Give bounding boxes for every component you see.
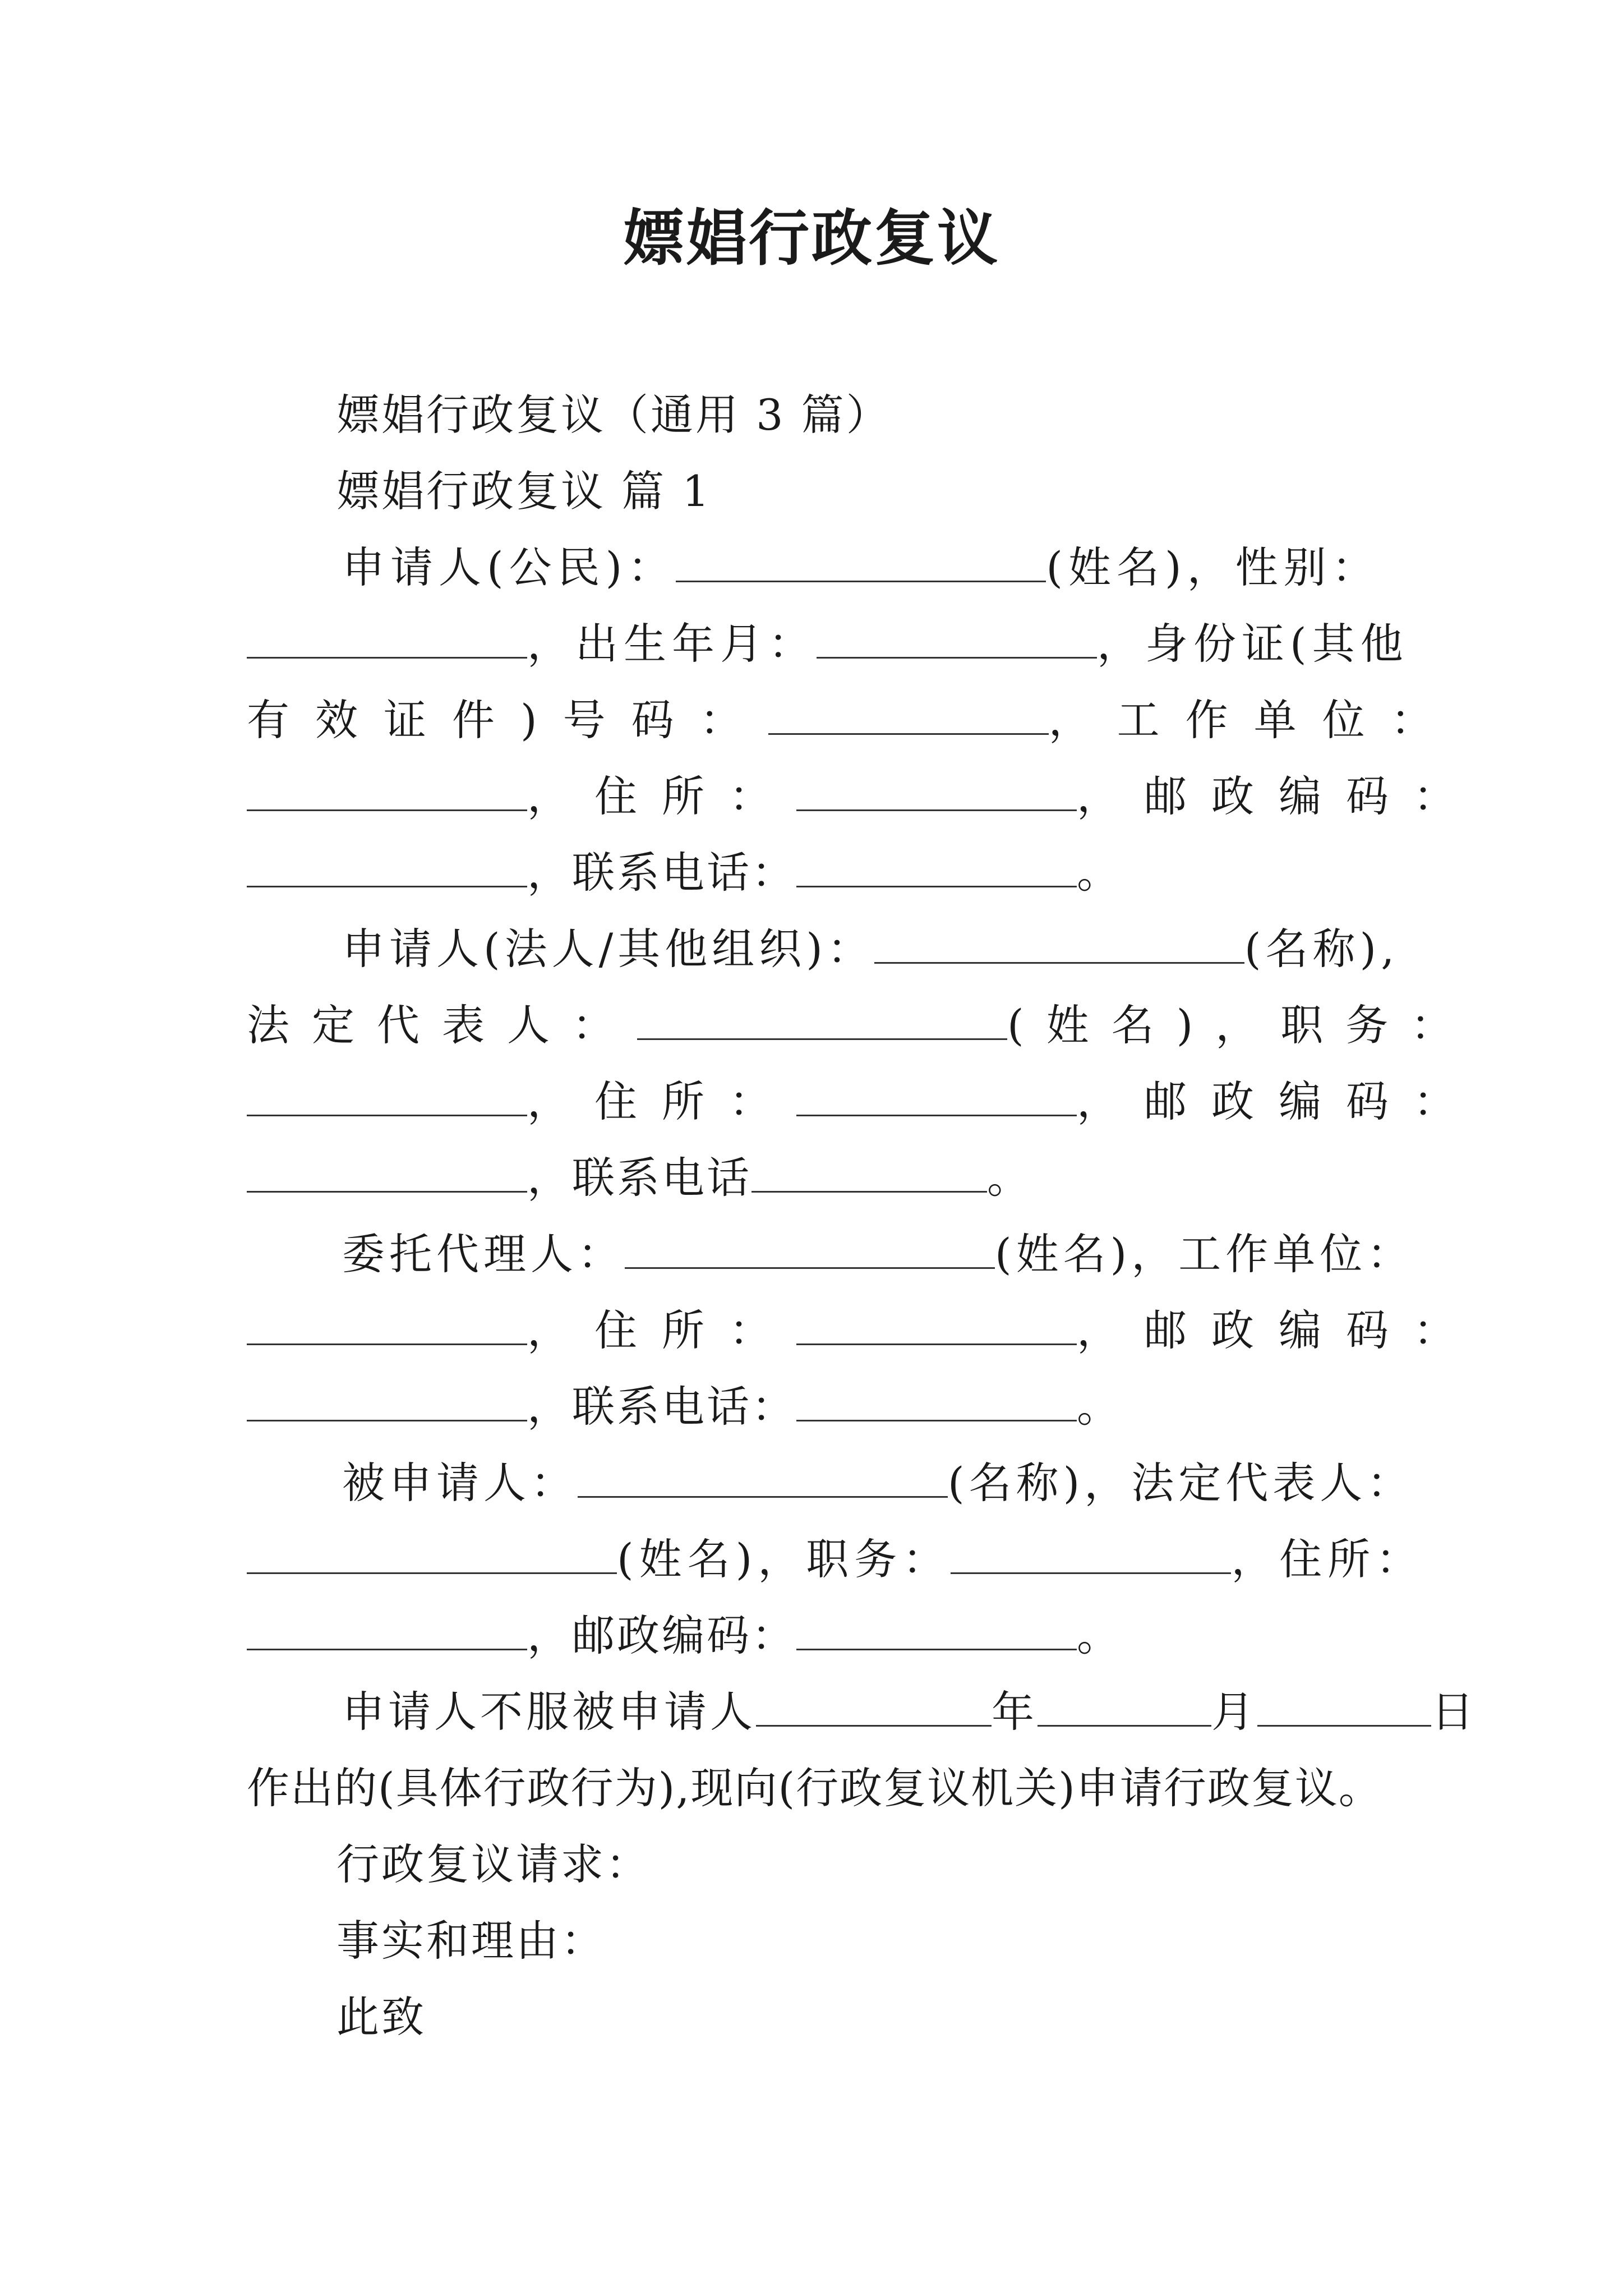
respondent-line-1: 被申请人： (名称)，法定代表人：	[342, 1458, 1414, 1508]
phone-blank[interactable]	[796, 846, 1077, 887]
name-blank[interactable]	[676, 541, 1046, 582]
work-unit-blank[interactable]	[247, 770, 527, 811]
applicant-citizen-line-2: ，出生年月： ，身份证(其他	[247, 616, 1409, 672]
applicant-org-line-4: ，联系电话 。	[247, 1150, 1032, 1206]
day-blank[interactable]	[1257, 1686, 1431, 1727]
document-title: 嫖娼行政复议	[623, 203, 1000, 274]
closing-text: 此致	[336, 1992, 426, 2042]
org-phone-blank[interactable]	[751, 1152, 987, 1193]
id-number-blank[interactable]	[768, 694, 1049, 735]
grievance-line-2: 作出的(具体行政行为),现向(行政复议机关)申请行政复议。	[247, 1763, 1382, 1813]
applicant-org-line-3: ，住所： ，邮政编码：	[247, 1074, 1481, 1130]
respondent-line-2: (姓名)，职务： ，住所：	[247, 1531, 1424, 1588]
respondent-address-blank[interactable]	[247, 1609, 527, 1650]
respondent-postcode-blank[interactable]	[796, 1609, 1077, 1650]
section-heading: 嫖娼行政复议 篇 1	[336, 466, 712, 516]
applicant-citizen-line-4: ，住所： ，邮政编码：	[247, 769, 1481, 825]
applicant-org-line-2: 法定代表人： (姓名)，职务：	[247, 1000, 1476, 1050]
agent-postcode-blank[interactable]	[247, 1381, 527, 1421]
respondent-line-3: ，邮政编码： 。	[247, 1608, 1122, 1664]
respondent-name-blank[interactable]	[578, 1457, 948, 1498]
gender-blank[interactable]	[247, 618, 527, 659]
legal-rep-blank[interactable]	[637, 999, 1007, 1040]
agent-phone-blank[interactable]	[796, 1381, 1077, 1421]
agent-line-3: ，联系电话： 。	[247, 1379, 1122, 1435]
applicant-citizen-line-3: 有效证件)号码： ，工作单位：	[247, 695, 1459, 745]
subtitle: 嫖娼行政复议（通用 3 篇）	[336, 390, 891, 440]
agent-line-1: 委托代理人： (姓名)，工作单位：	[342, 1229, 1414, 1279]
address-blank[interactable]	[796, 770, 1077, 811]
org-name-blank[interactable]	[874, 923, 1244, 964]
position-blank[interactable]	[247, 1075, 527, 1116]
agent-address-blank[interactable]	[796, 1304, 1077, 1345]
agent-work-unit-blank[interactable]	[247, 1304, 527, 1345]
postcode-blank[interactable]	[247, 846, 527, 887]
org-postcode-blank[interactable]	[247, 1152, 527, 1193]
year-blank[interactable]	[756, 1686, 992, 1727]
applicant-org-line-1: 申请人(法人/其他组织)： (名称),	[342, 924, 1399, 974]
applicant-citizen-line-5: ，联系电话： 。	[247, 845, 1122, 901]
agent-name-blank[interactable]	[625, 1228, 995, 1269]
grievance-line-1: 申请人不服被申请人 年 月 日	[342, 1687, 1477, 1737]
facts-heading: 事实和理由：	[336, 1916, 606, 1966]
applicant-citizen-line-1: 申请人(公民)： (姓名)，性别：	[342, 542, 1380, 592]
respondent-rep-blank[interactable]	[247, 1533, 617, 1574]
request-heading: 行政复议请求：	[336, 1839, 651, 1889]
respondent-position-blank[interactable]	[951, 1533, 1231, 1574]
agent-line-2: ，住所： ，邮政编码：	[247, 1303, 1481, 1359]
org-address-blank[interactable]	[796, 1075, 1077, 1116]
birth-blank[interactable]	[817, 618, 1097, 659]
month-blank[interactable]	[1038, 1686, 1211, 1727]
